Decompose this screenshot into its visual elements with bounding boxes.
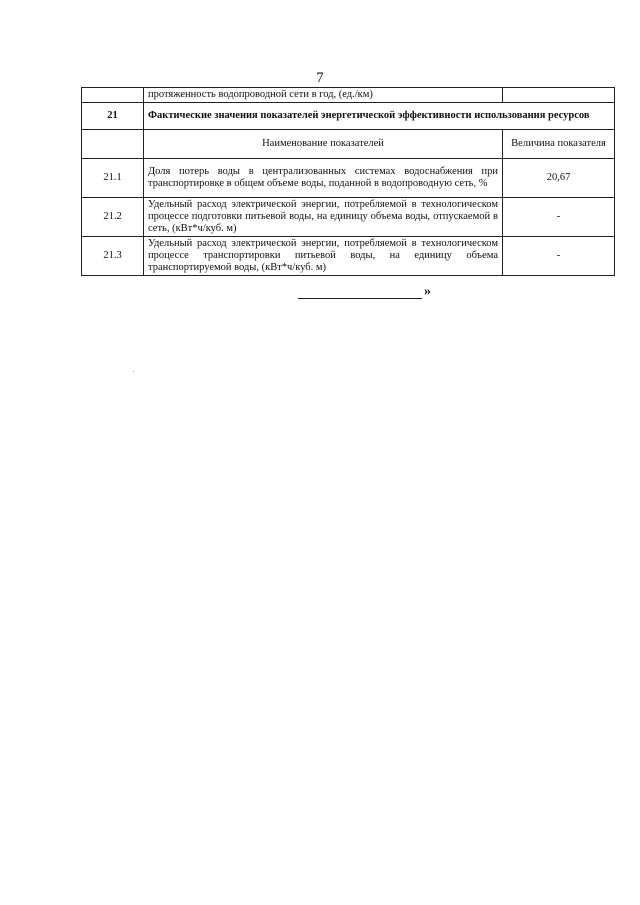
section-title: Фактические значения показателей энергетической эффективности использования ресурсов (144, 103, 615, 130)
column-header-value: Величина показателя (503, 130, 615, 159)
row-value-cell: 20,67 (503, 159, 615, 198)
row-number-cell: 21.2 (82, 198, 144, 237)
row-number-cell (82, 88, 144, 103)
column-header-row (82, 130, 615, 159)
section-header-row (82, 103, 615, 130)
row-value-cell: - (503, 198, 615, 237)
column-header-number (82, 130, 144, 159)
row-number-cell: 21.3 (82, 237, 144, 276)
table-row (82, 198, 615, 237)
scan-speck (133, 371, 134, 372)
signature-line (298, 298, 422, 299)
table-row-continued (82, 88, 615, 103)
row-name-cell: Доля потерь воды в централизованных системах водоснабжения при транспортировке в общем объеме воды, поданной в водопроводную сеть, % (144, 159, 503, 198)
closing-block (298, 283, 438, 303)
row-value-cell (503, 88, 615, 103)
row-number-cell: 21.1 (82, 159, 144, 198)
row-value-cell: - (503, 237, 615, 276)
indicators-table (81, 87, 615, 276)
closing-quote: » (424, 284, 431, 299)
table-row (82, 159, 615, 198)
row-name-cell: Удельный расход электрической энергии, потребляемой в технологическом процессе подготовки питьевой воды, на единицу объема воды, отпускаемой в сеть, (кВт*ч/куб. м) (144, 198, 503, 237)
row-name-cell: протяженность водопроводной сети в год, (ед./км) (144, 88, 503, 103)
column-header-name: Наименование показателей (144, 130, 503, 159)
section-number: 21 (82, 103, 144, 130)
row-name-cell: Удельный расход электрической энергии, потребляемой в технологическом процессе транспортировки питьевой воды, на единицу объема транспортируемой воды, (кВт*ч/куб. м) (144, 237, 503, 276)
page-number: 7 (316, 70, 324, 86)
table-row (82, 237, 615, 276)
